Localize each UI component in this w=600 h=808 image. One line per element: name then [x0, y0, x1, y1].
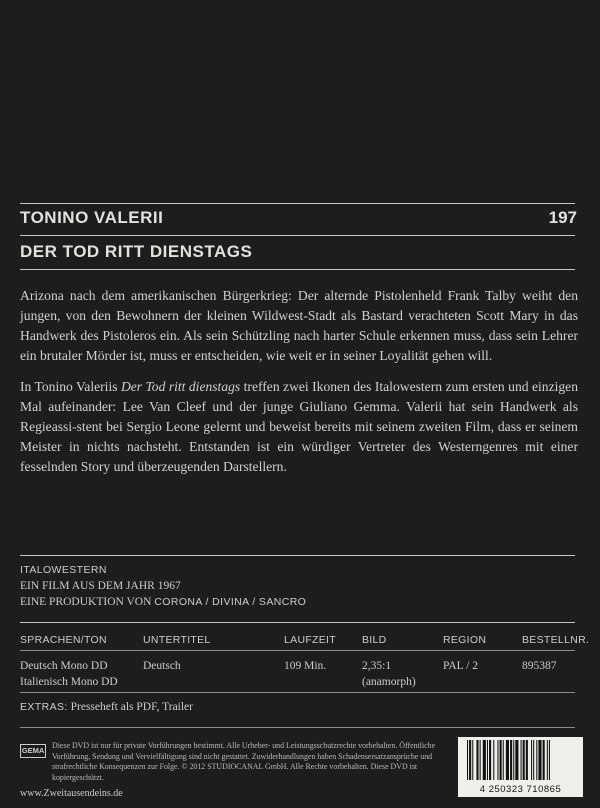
- year-line: [20, 578, 181, 594]
- barcode-number: 4 250323 710865: [479, 784, 562, 795]
- specs-header-rule: [20, 650, 575, 651]
- production-line: [20, 594, 306, 610]
- extras-line: [20, 701, 193, 713]
- value-untertitel: Deutsch: [143, 660, 181, 672]
- production-companies: CORONA / DIVINA / SANCRO: [154, 596, 307, 608]
- top-rule: [20, 203, 575, 204]
- barcode: [458, 737, 583, 797]
- sprachen-line-2: Italienisch Mono DD: [20, 676, 118, 688]
- website-url[interactable]: www.Zweitausendeins.de: [20, 788, 123, 799]
- production-prefix: EINE PRODUKTION VON: [20, 596, 152, 608]
- value-region: PAL / 2: [443, 660, 478, 672]
- header-sprachen: SPRACHEN/TON: [20, 634, 107, 646]
- genre: ITALOWESTERN: [20, 564, 107, 576]
- genre-line: [20, 562, 107, 578]
- header-region: REGION: [443, 634, 487, 646]
- synopsis-paragraph-2: [20, 377, 578, 477]
- film-title: DER TOD RITT DIENSTAGS: [20, 242, 253, 261]
- director-name: TONINO VALERII: [20, 208, 164, 227]
- specs-top-rule: [20, 622, 575, 623]
- extras-rule: [20, 692, 575, 693]
- title-rule: [20, 235, 575, 236]
- value-laufzeit: 109 Min.: [284, 660, 327, 672]
- bild-line-2: (anamorph): [362, 676, 416, 688]
- synopsis-paragraph-1: Arizona nach dem amerikanischen Bürgerkrieg: Der alternde Pistolenheld Frank Talby weiht den jungen, von den Bewohnern der kleinen Wildwest-Stadt als Bastard verachteten Scott Mary in das Handwerk des Pistoleros ein. Als sein Schützling nach harter Schule erkennen muss, dass sein Lehrer ein brutaler Mörder ist, muss er entscheiden, wie weit er in seiner Loyalität gehen will.: [20, 288, 578, 363]
- header-bild: BILD: [362, 634, 387, 646]
- synopsis-p2-intro: In Tonino Valeriis: [20, 379, 121, 394]
- info-rule: [20, 555, 575, 556]
- header-bottom-rule: [20, 269, 575, 270]
- value-sprachen: [20, 658, 118, 690]
- bild-line-1: 2,35:1: [362, 660, 392, 672]
- synopsis-p2-body: treffen zwei Ikonen des Italowestern zum ersten und einzigen Mal aufeinander: Lee Van Cleef und der junge Giuliano Gemma. Valerii hat sein Handwerk als Regieassi-stent bei Sergio Leone gelernt und beweist bereits mit seinem zweiten Film, dass er seinem Meister in nichts nachsteht. Entstanden ist ein würdiger Vertreter des Westerngenres mit einer fesselnden Story und überzeugenden Darstellern.: [20, 379, 579, 474]
- value-bestellnr: 895387: [522, 660, 557, 672]
- sprachen-line-1: Deutsch Mono DD: [20, 660, 108, 672]
- gema-logo-icon: GEMA: [20, 744, 46, 758]
- extras-value: Presseheft als PDF, Trailer: [70, 701, 193, 713]
- year: 1967: [157, 580, 181, 592]
- value-bild: [362, 658, 416, 690]
- synopsis-p2-film-title: Der Tod ritt dienstags: [120, 379, 241, 394]
- header-laufzeit: LAUFZEIT: [284, 634, 336, 646]
- extras-label: EXTRAS:: [20, 701, 68, 713]
- legal-rule: [20, 727, 575, 728]
- edition-number: 197: [548, 208, 577, 227]
- barcode-bars-icon: [461, 740, 580, 782]
- header-untertitel: UNTERTITEL: [143, 634, 211, 646]
- header-bestellnr: BESTELLNR.: [522, 634, 590, 646]
- year-prefix: EIN FILM AUS DEM JAHR: [20, 580, 155, 592]
- legal-notice: Diese DVD ist nur für private Vorführungen bestimmt. Alle Urheber- und Leistungsschutzrechte vorbehalten. Öffentliche Vorführung, Sendung und Vervielfältigung sind nicht gestattet. Zuwiderhandlungen haben Schadensersatzansprüche und strafrechtliche Konsequenzen zur Folge. © 2012 STUDIOCANAL GmbH. Alle Rechte vorbehalten. Diese DVD ist kopiergeschützt.: [52, 741, 436, 782]
